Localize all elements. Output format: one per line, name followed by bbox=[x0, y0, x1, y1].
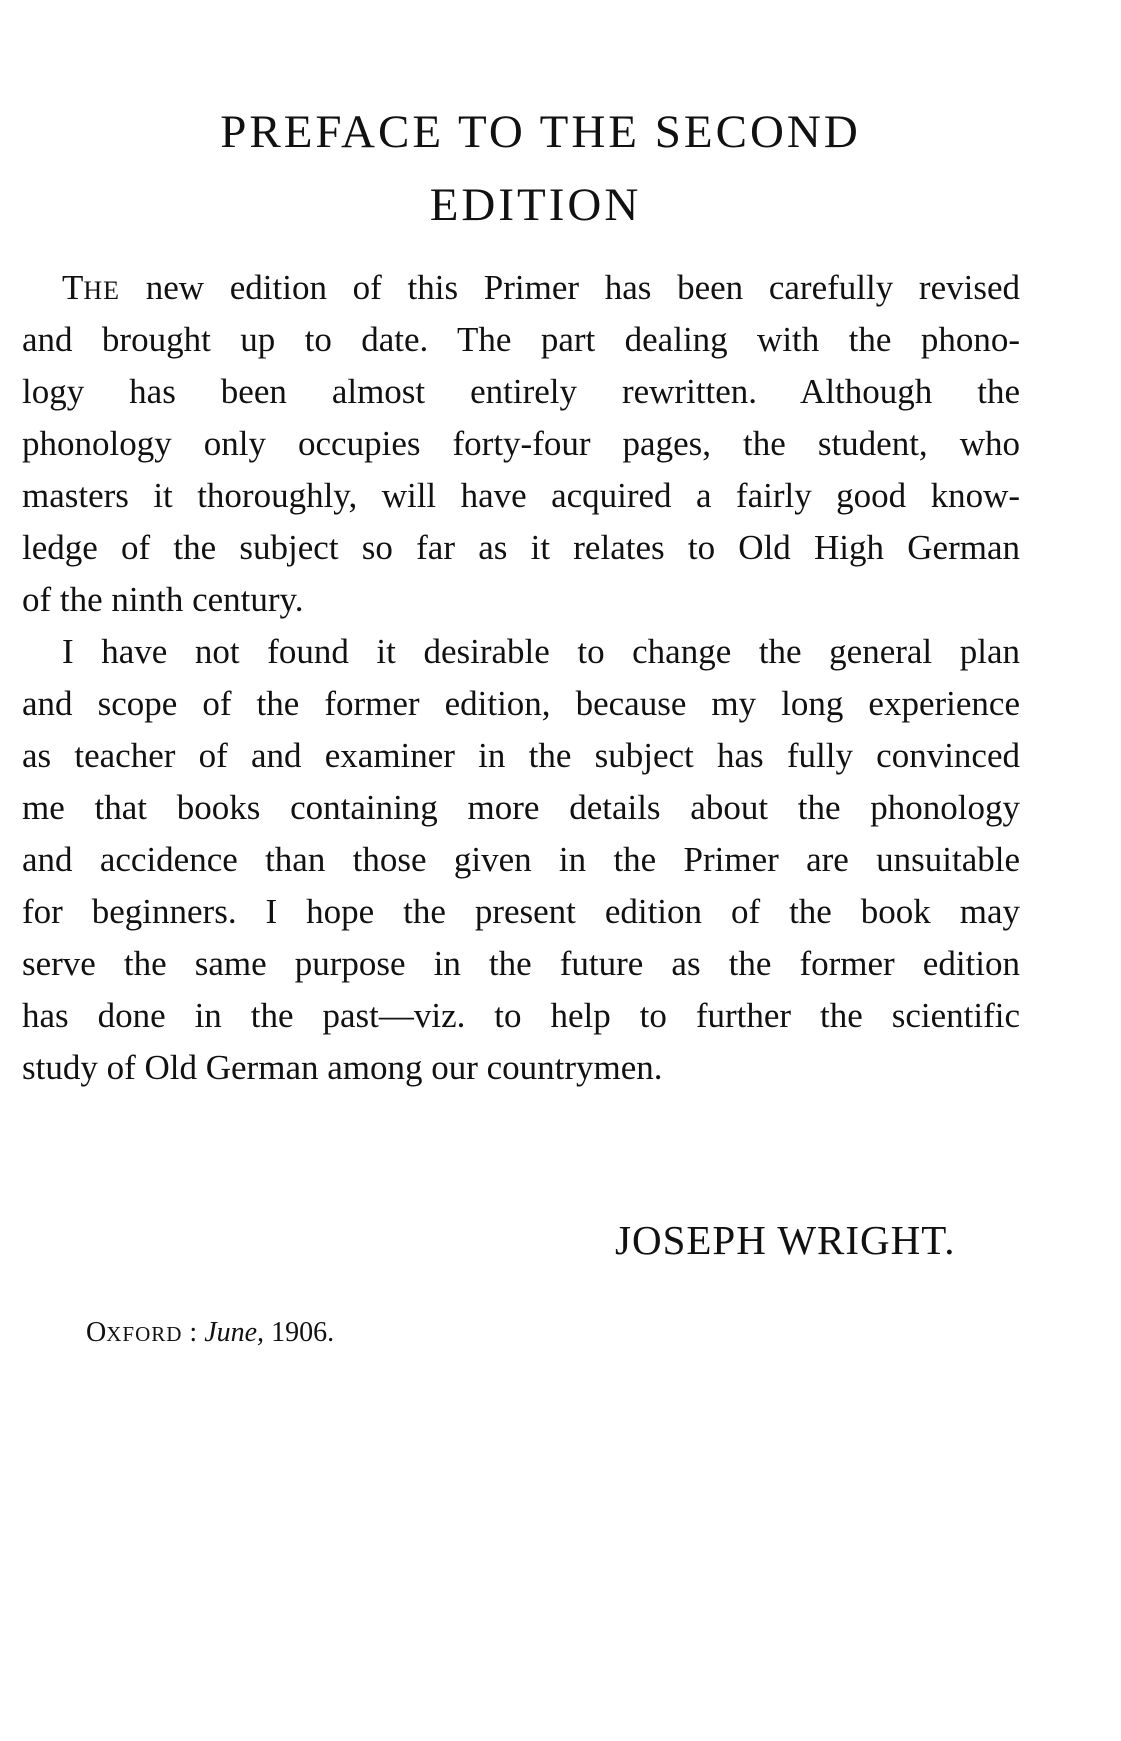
small-caps-initial: T bbox=[62, 268, 84, 307]
paragraph-line: for beginners. I hope the present edition of the book may bbox=[22, 892, 1020, 931]
dateline-separator: : bbox=[182, 1317, 205, 1348]
small-caps-rest: HE bbox=[83, 276, 121, 305]
paragraph-line: and accidence than those given in the Primer are unsuitable bbox=[22, 840, 1020, 879]
paragraph-line-text: new edition of this Primer has been carefully revised bbox=[120, 268, 1020, 307]
dateline-month: June, bbox=[204, 1317, 265, 1348]
paragraph-line: I have not found it desirable to change the general plan bbox=[62, 632, 1020, 671]
page-title-line-2: EDITION bbox=[429, 179, 642, 231]
paragraph-line: phonology only occupies forty-four pages, the student, who bbox=[22, 424, 1020, 463]
paragraph-line bbox=[62, 270, 1020, 305]
dateline-place-rest: XFORD bbox=[106, 1322, 183, 1346]
dateline-year: 1906. bbox=[264, 1317, 335, 1348]
paragraph-line: of the ninth century. bbox=[22, 580, 304, 619]
paragraph-line: and scope of the former edition, because my long experience bbox=[22, 684, 1020, 723]
author-signature: JOSEPH WRIGHT. bbox=[615, 1217, 956, 1263]
paragraph-line: as teacher of and examiner in the subject has fully convinced bbox=[22, 736, 1020, 775]
paragraph-line: logy has been almost entirely rewritten. Although the bbox=[22, 372, 1020, 411]
paragraph-line: masters it thoroughly, will have acquired a fairly good know- bbox=[22, 476, 1020, 515]
dateline-place-initial: O bbox=[86, 1317, 107, 1348]
dateline bbox=[86, 1317, 334, 1349]
paragraph-line: ledge of the subject so far as it relates to Old High German bbox=[22, 528, 1020, 567]
paragraph-line: me that books containing more details about the phonology bbox=[22, 788, 1020, 827]
paragraph-line: has done in the past—viz. to help to further the scientific bbox=[22, 996, 1020, 1035]
paragraph-line: serve the same purpose in the future as the former edition bbox=[22, 944, 1020, 983]
page-title-line-1: PREFACE TO THE SECOND bbox=[220, 106, 861, 158]
paragraph-line: study of Old German among our countrymen. bbox=[22, 1048, 663, 1087]
paragraph-line: and brought up to date. The part dealing with the phono- bbox=[22, 320, 1020, 359]
